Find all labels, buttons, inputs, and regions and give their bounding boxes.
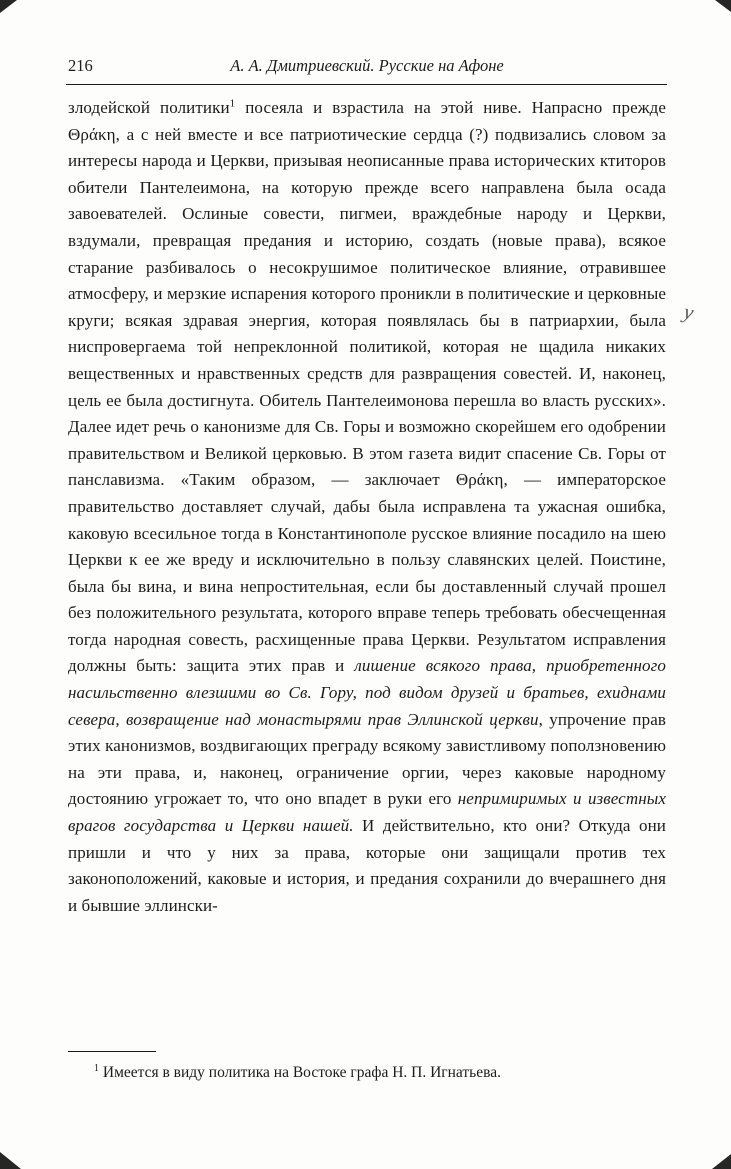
footnote-text: Имеется в виду политика на Востоке графа Н. П. Игнатьева. [99, 1064, 502, 1081]
pencil-margin-mark: у [681, 299, 696, 325]
scan-artifact-bottom-left [0, 1152, 21, 1169]
body-segment-italic: непримиримых и известных врагов государства и Церкви нашей. [68, 789, 666, 836]
body-segment: , упрочение прав этих канонизмов, воздвигающих преграду всякому завистливому поползновению на эти права, и, наконец, ограничение оргии, через каковые народному достоянию угрожает то, что оно впадет в руки его [68, 709, 667, 809]
running-header-title: А. А. Дмитриевский. Русские на Афоне [230, 56, 504, 75]
scan-artifact-top-left [0, 0, 17, 13]
footnote-separator [68, 1051, 156, 1052]
scan-artifact-bottom-right [712, 1154, 731, 1169]
page-number: 216 [68, 56, 93, 75]
body-text [68, 95, 666, 919]
running-head [68, 56, 666, 78]
header-rule [66, 84, 667, 85]
body-segment: злодейской политики [68, 98, 230, 117]
footnote [68, 1062, 666, 1084]
body-segment: И действительно, кто они? Откуда они пришли и что у них за права, которые они защищали против тех законоположений, каковые и история, и предания сохранили до вчерашнего дня и бывшие эллински- [68, 816, 667, 915]
footnote-marker: 1 [94, 1062, 99, 1074]
body-segment-italic: лишение всякого права, приобретенного насильственно влезшими во Св. Гору, под видом друзей и братьев, ехиднами севера, возвращение над монастырями прав Эллинской церкви [68, 656, 666, 729]
scan-artifact-top-right [715, 0, 731, 12]
footnote-reference-marker: 1 [229, 97, 236, 110]
body-segment: посеяла и взрастила на этой ниве. Напрасно прежде Θράκη, а с ней вместе и все патриотические сердца (?) подвизались словом за интересы народа и Церкви, призывая неописанные права исторических ктиторов обители Пантелеимона, на которую прежде всего направлена была осада завоевателей. Ослиные совести, пигмеи, враждебные народу и Церкви, вздумали, превращая предания и историю, создать (новые права), всякое старание разбивалось о несокрушимое политическое влияние, отравившее атмосферу, и мерзкие испарения которого проникли в политические и церковные круги; всякая здравая энергия, которая появлялась бы в патриархии, была ниспровергаема той непреклонной политикой, которая не щадила никаких вещественных и нравственных средств для развращения совестей. И, наконец, цель ее была достигнута. Обитель Пантелеимонова перешла во власть русских». Далее идет речь о канонизме для Св. Горы и возможно скорейшем его одобрении правительством и Великой церковью. В этом газета видит спасение Св. Горы от панславизма. «Таким образом, — заключает Θράκη, — императорское правительство доставляет случай, дабы была исправлена та ужасная ошибка, каковую всесильное тогда в Константинополе русское влияние посадило на шею Церкви к ее же вреду и исключительно в пользу славянских целей. Поистине, была бы вина, и вина непростительная, если бы доставленный случай прошел без положительного результата, которого вправе теперь требовать обесчещенная тогда народная совесть, расхищенные права Церкви. Результатом исправления должны быть: защита этих прав и [68, 98, 666, 676]
